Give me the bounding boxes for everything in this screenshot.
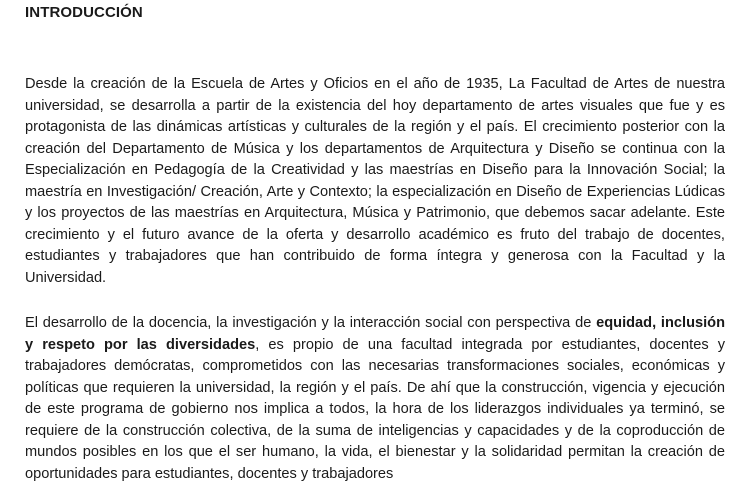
paragraph-mission-rest: , es propio de una facultad integrada por estudiantes, docentes y trabajadores demócratas, comprometidos con las necesarias transformaciones sociales, económicas y políticas que requieren la universidad, la región y el país. De ahí que la construcción, vigencia y ejecución de este programa de gobierno nos implica a todos, la hora de los liderazgos individuales ya terminó, se requiere de la construcción colectiva, de la suma de inteligencias y capacidades y de la coproducción de mundos posibles en los que el ser humano, la vida, el bienestar y la solidaridad permitan la creación de oportunidades para estudiantes, docentes y trabajadores (25, 336, 726, 482)
paragraph-mission-intro: El desarrollo de la docencia, la investigación y la interacción social con perspectiva de (25, 315, 597, 331)
paragraph-mission-emphasis: equidad, inclusión y respeto por las diversidades (25, 315, 725, 353)
paragraph-history: Desde la creación de la Escuela de Artes y Oficios en el año de 1935, La Facultad de Artes de nuestra universidad, se desarrolla a partir de la existencia del hoy departamento de artes visuales que fue y es protagonista de las dinámicas artísticas y culturales de la región y el país. El crecimiento posterior con la creación del Departamento de Música y los departamentos de Arquitectura y Diseño se continua con la Especialización en Pedagogía de la Creatividad y las maestrías en Diseño para la Innovación Social; la maestría en Investigación/ Creación, Arte y Contexto; la especialización en Diseño de Experiencias Lúdicas y los proyectos de las maestrías en Arquitectura, Música y Patrimonio, que debemos sacar adelante. Este crecimiento y el futuro avance de la oferta y desarrollo académico es fruto del trabajo de docentes, estudiantes y trabajadores que han contribuido de forma íntegra y generosa con la Facultad y la Universidad. (25, 76, 725, 286)
section-heading: INTRODUCCIÓN (25, 4, 143, 21)
paragraph-mission (25, 313, 725, 485)
